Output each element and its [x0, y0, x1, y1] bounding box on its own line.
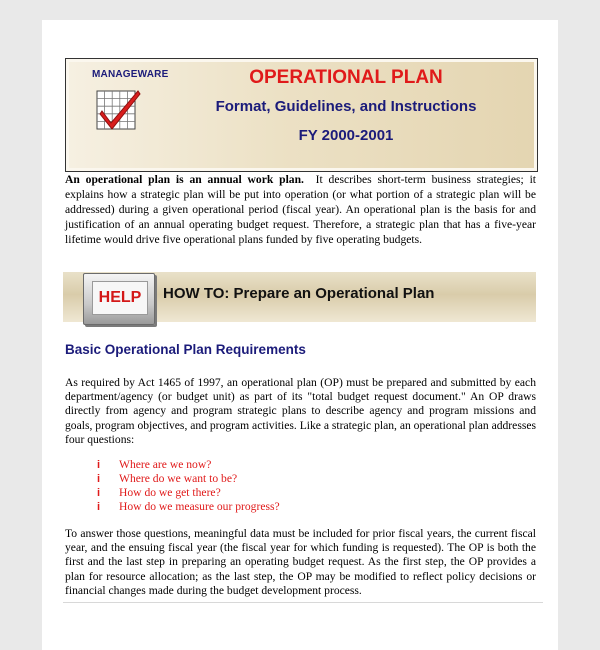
document-subtitle: Format, Guidelines, and Instructions — [215, 98, 477, 115]
answers-paragraph: To answer those questions, meaningful data must be included for prior fiscal years, the current fiscal year, and the ensuing fiscal year (the fiscal year for which funding is requested). The OP is both the first and the last step in preparing an operating budget request. As the first step, the OP provides a plan for resource allocation; as the last step, the OP may be modified to reflect policy decisions or financial changes made during the budget development process. — [65, 527, 536, 597]
header-box — [65, 58, 538, 172]
fiscal-year: FY 2000-2001 — [298, 127, 394, 144]
bullet-icon: i — [97, 487, 101, 499]
bullet-icon: i — [97, 459, 101, 471]
intro-body: It describes short-term business strategies; it explains how a strategic plan will be put into operation (or what portion of a strategic plan will be addressed) during a given operational period (fiscal year). An operational plan is the basis for and justification of an annual operating budget request. Therefore, a strategic plan that has a five-year lifetime would drive five operational plans funded by five operating budgets. — [65, 173, 537, 246]
bullet-icon: i — [97, 501, 101, 513]
help-button-label: HELP — [92, 281, 148, 315]
help-button[interactable] — [83, 273, 155, 325]
intro-paragraph — [65, 172, 536, 247]
section-title: Basic Operational Plan Requirements — [65, 342, 306, 357]
intro-lead: An operational plan is an annual work plan. — [65, 173, 304, 186]
help-banner — [63, 272, 536, 322]
brand-name: MANAGEWARE — [92, 69, 169, 80]
requirements-paragraph: As required by Act 1465 of 1997, an operational plan (OP) must be prepared and submitted by each department/agency (or budget unit) as part of its "total budget request document." An OP draws directly from agency and program strategic plans to describe agency and program missions and goals, program objectives, and program activities. Like a strategic plan, an operational plan addresses four questions: — [65, 376, 536, 446]
questions-list — [97, 458, 280, 514]
bullet-icon: i — [97, 473, 101, 485]
document-page — [42, 20, 558, 650]
howto-heading: HOW TO: Prepare an Operational Plan — [163, 285, 435, 302]
checkmark-grid-icon — [96, 85, 142, 131]
list-item: i Where are we now? — [97, 458, 212, 471]
page-divider — [63, 602, 543, 603]
list-item: i How do we measure our progress? — [97, 500, 280, 513]
list-item: i How do we get there? — [97, 486, 221, 499]
document-title: OPERATIONAL PLAN — [249, 67, 443, 88]
list-item: i Where do we want to be? — [97, 472, 238, 485]
